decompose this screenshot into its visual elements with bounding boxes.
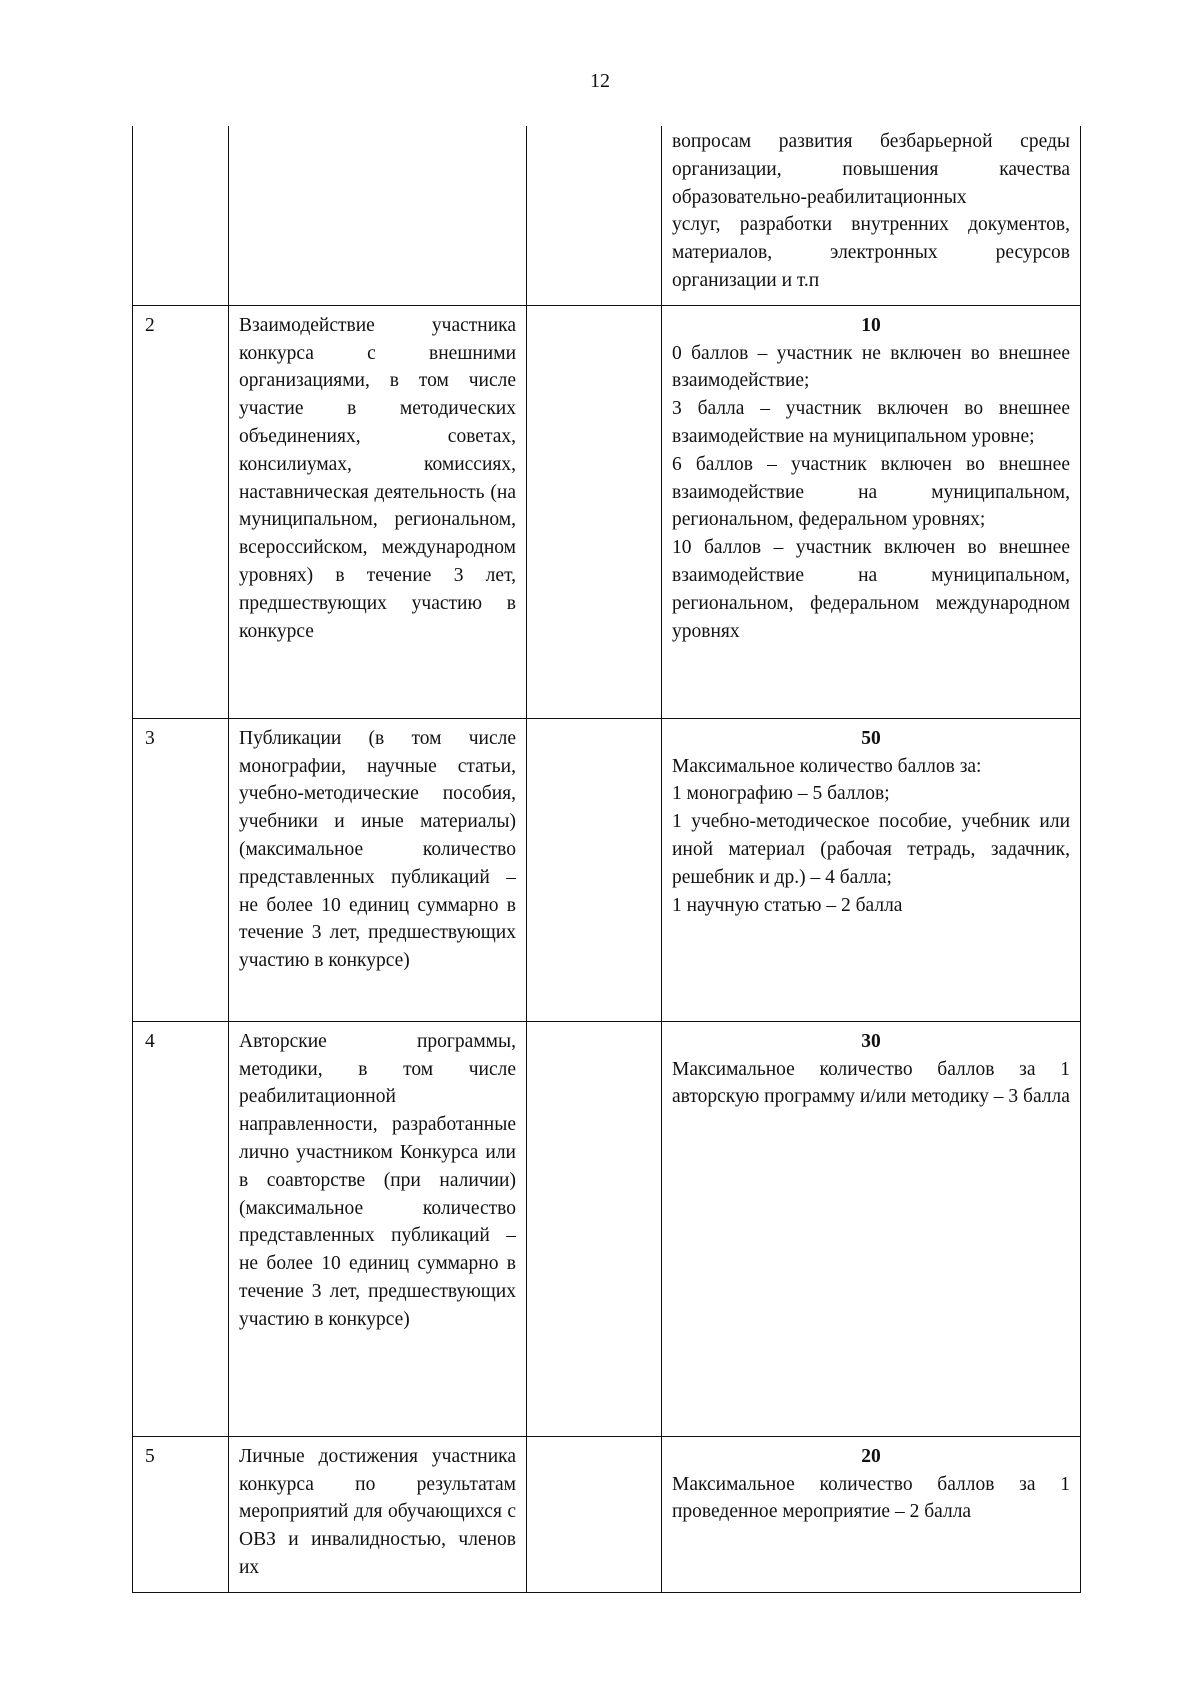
scoring-cell [662,1021,1081,1436]
criteria-table [132,126,1081,1593]
scoring-line: 3 балла – участник включен во внешнее взаимодействие на муниципальном уровне; [672,398,1070,447]
scoring-line: 1 учебно-методическое пособие, учебник или иной материал (рабочая тетрадь, задачник, решебник и др.) – 4 балла; [672,811,1070,888]
scoring-cell [662,126,1081,305]
row-number: 5 [133,1436,229,1592]
evidence-cell [527,126,662,305]
evidence-cell [527,305,662,718]
scoring-line: 0 баллов – участник не включен во внешнее взаимодействие; [672,342,1070,392]
row-number: 3 [133,718,229,1021]
table-row [133,126,1081,305]
row-number: 4 [133,1021,229,1436]
max-score: 10 [861,314,881,336]
criterion-cell: Публикации (в том числе монографии, научные статьи, учебно-методические пособия, учебники и иные материалы) (максимальное количество представленных публикаций – не более 10 единиц суммарно в течение 3 лет, предшествующих участию в конкурсе) [229,718,527,1021]
row-number [133,126,229,305]
scoring-line: 6 баллов – участник включен во внешнее взаимодействие на муниципальном, региональном, федеральном уровнях; [672,453,1070,531]
table-row [133,718,1081,1021]
evidence-cell [527,1021,662,1436]
criterion-cell: Авторские программы, методики, в том числе реабилитационной направленности, разработанные лично участником Конкурса или в соавторстве (при наличии) (максимальное количество представленных публикаций – не более 10 единиц суммарно в течение 3 лет, предшествующих участию в конкурсе) [229,1021,527,1436]
max-score: 20 [861,1445,881,1467]
evidence-cell [527,718,662,1021]
table-row [133,305,1081,718]
scoring-cell [662,1436,1081,1592]
criterion-cell: Личные достижения участника конкурса по результатам мероприятий для обучающихся с ОВЗ и инвалидностью, членов их [229,1436,527,1592]
evidence-cell [527,1436,662,1592]
page-number: 12 [590,70,610,92]
row-number: 2 [133,305,229,718]
table-row [133,1021,1081,1436]
scoring-line: 1 научную статью – 2 балла [672,894,903,916]
scoring-cell [662,718,1081,1021]
table-row [133,1436,1081,1592]
scoring-line: 1 монографию – 5 баллов; [672,783,890,805]
criterion-cell [229,126,527,305]
max-score: 30 [861,1030,881,1052]
scoring-line: Максимальное количество баллов за 1 авторскую программу и/или методику – 3 балла [672,1058,1070,1108]
scoring-line: услуг, разработки внутренних документов, материалов, электронных ресурсов организации и т.п [672,214,1070,291]
scoring-line: Максимальное количество баллов за: [672,755,982,777]
max-score: 50 [861,727,881,749]
criterion-cell: Взаимодействие участника конкурса с внешними организациями, в том числе участие в методических объединениях, советах, консилиумах, комиссиях, наставническая деятельность (на муниципальном, региональном, всероссийском, международном уровнях) в течение 3 лет, предшествующих участию в конкурсе [229,305,527,718]
scoring-line: Максимальное количество баллов за 1 проведенное мероприятие – 2 балла [672,1473,1070,1523]
scoring-line: 10 баллов – участник включен во внешнее взаимодействие на муниципальном, региональном, федеральном международном уровнях [672,537,1070,642]
scoring-cell [662,305,1081,718]
scoring-line: вопросам развития безбарьерной среды организации, повышения качества образовательно-реабилитационных [672,131,1070,208]
